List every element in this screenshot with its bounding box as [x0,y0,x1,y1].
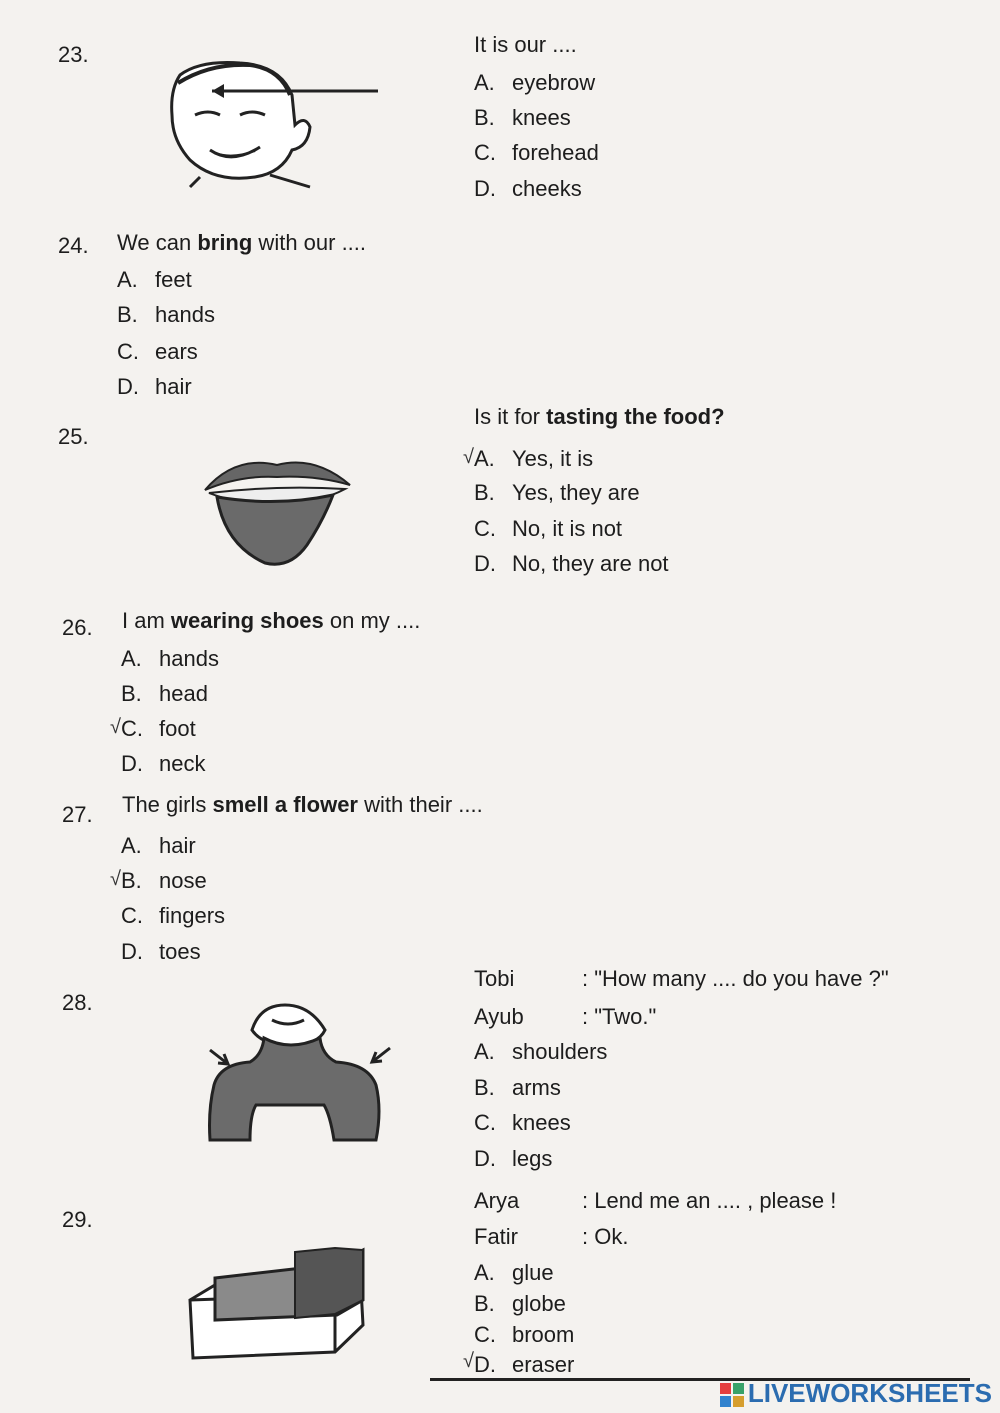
brand-name: LIVEWORKSHEETS [747,1378,992,1408]
dialog-speaker: Fatir [474,1224,518,1249]
option-27-c[interactable] [121,903,225,929]
option-29-b[interactable] [474,1291,566,1317]
option-25-a[interactable] [474,446,593,472]
question-stem-24 [117,230,366,256]
option-text: No, they are not [512,551,669,576]
option-text: feet [155,267,192,292]
option-24-b[interactable] [117,302,215,328]
question-number-29: 29. [62,1207,93,1232]
question-number-27: 27. [62,802,93,827]
option-23-d[interactable] [474,176,582,202]
option-24-a[interactable] [117,267,192,293]
option-text: Yes, they are [512,480,640,505]
stem-pre: Is it for [474,404,547,429]
option-letter: D. [474,1352,496,1377]
option-text: ears [155,339,198,364]
eraser-illustration [185,1240,370,1365]
option-26-b[interactable] [121,681,208,707]
option-24-c[interactable] [117,339,198,365]
answer-tick-29: √ [463,1350,474,1372]
option-text: cheeks [512,176,582,201]
option-text: knees [512,1110,571,1135]
option-28-d[interactable] [474,1146,552,1172]
dialog-speaker: Tobi [474,966,515,991]
stem-post: with their .... [358,792,483,817]
question-stem-26 [122,608,420,634]
answer-tick-26: √ [110,716,121,738]
option-25-d[interactable] [474,551,669,577]
option-29-a[interactable] [474,1260,554,1286]
stem-bold: bring [197,230,253,255]
dialog-text: : "How many .... do you have ?" [582,966,889,991]
option-letter: A. [474,1260,495,1285]
option-27-b[interactable] [121,868,207,894]
option-text: hands [155,302,215,327]
option-24-d[interactable] [117,374,192,400]
option-letter: C. [474,1322,496,1347]
option-text: neck [159,751,206,776]
stem-bold: smell a flower [212,792,358,817]
stem-pre: I am [122,608,171,633]
dialog-speaker: Arya [474,1188,520,1213]
option-letter: C. [117,339,139,364]
option-23-a[interactable] [474,70,595,96]
dialog-text: : "Two." [582,1004,657,1029]
option-letter: A. [474,446,495,471]
option-text: legs [512,1146,553,1171]
option-text: eraser [512,1352,575,1377]
option-text: hair [159,833,196,858]
face-forehead-illustration [160,55,390,190]
option-letter: B. [474,1075,495,1100]
option-26-d[interactable] [121,751,205,777]
stem-bold: wearing shoes [170,608,324,633]
option-text: glue [512,1260,554,1285]
question-number-28: 28. [62,990,93,1015]
liveworksheets-brand[interactable] [720,1378,992,1409]
dialog-line-29-1 [474,1188,836,1214]
option-letter: B. [117,302,138,327]
option-23-b[interactable] [474,105,571,131]
option-letter: C. [474,516,496,541]
option-26-a[interactable] [121,646,219,672]
option-28-b[interactable] [474,1075,561,1101]
question-stem-23: It is our .... [474,32,577,57]
stem-pre: We can [117,230,198,255]
option-letter: D. [121,751,143,776]
option-25-b[interactable] [474,480,640,506]
option-text: head [159,681,208,706]
option-letter: B. [121,681,142,706]
tongue-illustration [195,445,360,575]
option-letter: D. [117,374,139,399]
option-text: fingers [159,903,226,928]
option-text: broom [512,1322,575,1347]
option-letter: C. [474,1110,496,1135]
option-29-c[interactable] [474,1322,574,1348]
option-letter: C. [121,903,143,928]
dialog-line-28-2 [474,1004,656,1030]
question-number-23: 23. [58,42,89,67]
dialog-line-29-2 [474,1224,628,1250]
option-letter: D. [474,551,496,576]
option-23-c[interactable] [474,140,599,166]
option-28-c[interactable] [474,1110,571,1136]
stem-post: on my .... [323,608,421,633]
option-text: foot [159,716,196,741]
option-letter: A. [121,646,142,671]
dialog-text: : Lend me an .... , please ! [582,1188,837,1213]
stem-pre: The girls [122,792,213,817]
liveworksheets-logo-icon [720,1383,744,1407]
option-text: hair [155,374,192,399]
question-number-26: 26. [62,615,93,640]
option-letter: B. [474,105,495,130]
option-text: hands [159,646,219,671]
answer-tick-25: √ [463,446,474,468]
option-text: Yes, it is [512,446,594,471]
option-letter: D. [474,1146,496,1171]
option-27-a[interactable] [121,833,196,859]
option-letter: A. [117,267,138,292]
question-stem-25 [474,404,725,430]
answer-tick-27: √ [110,868,121,890]
option-letter: D. [121,939,143,964]
option-letter: B. [474,480,495,505]
dialog-speaker: Ayub [474,1004,524,1029]
option-text: No, it is not [512,516,623,541]
option-letter: A. [121,833,142,858]
question-number-25: 25. [58,424,89,449]
option-text: knees [512,105,571,130]
option-text: toes [159,939,201,964]
option-letter: A. [474,1039,495,1064]
dialog-text: : Ok. [582,1224,629,1249]
question-stem-27 [122,792,483,818]
stem-post: with our .... [252,230,367,255]
shoulders-illustration [200,1000,400,1150]
option-28-a[interactable] [474,1039,607,1065]
option-text: eyebrow [512,70,596,95]
option-text: forehead [512,140,599,165]
option-29-d[interactable] [474,1352,574,1378]
question-number-24: 24. [58,233,89,258]
option-letter: C. [121,716,143,741]
option-text: nose [159,868,207,893]
dialog-line-28-1 [474,966,889,992]
option-text: globe [512,1291,566,1316]
option-letter: C. [474,140,496,165]
option-27-d[interactable] [121,939,201,965]
option-text: arms [512,1075,561,1100]
stem-bold: tasting the food? [546,404,725,429]
option-26-c[interactable] [121,716,196,742]
option-text: shoulders [512,1039,608,1064]
option-letter: B. [474,1291,495,1316]
option-letter: B. [121,868,142,893]
option-25-c[interactable] [474,516,622,542]
option-letter: D. [474,176,496,201]
option-letter: A. [474,70,495,95]
